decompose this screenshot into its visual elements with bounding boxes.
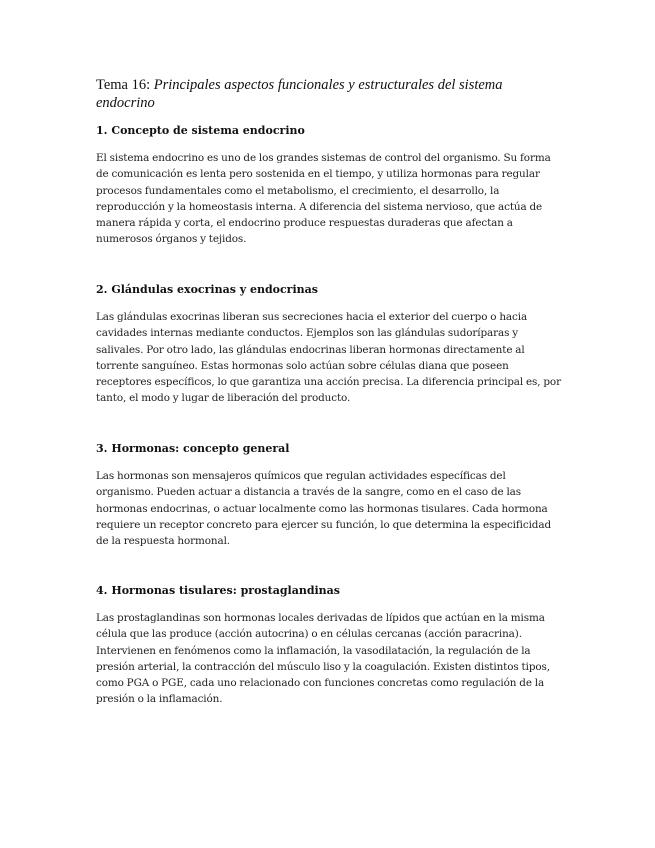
section-paragraph: Las glándulas exocrinas liberan sus secreciones hacia el exterior del cuerpo o hacia cavidades internas mediante conductos. Ejemplos son las glándulas sudoríparas y salivales. Por otro lado, las glándulas endocrinas liberan hormonas directamente al torrente sanguíneo. Estas hormonas solo actúan sobre células diana que poseen receptores específicos, lo que garantiza una acción precisa. La diferencia principal es, por tanto, el modo y lugar de liberación del producto. [96, 311, 561, 405]
title-prefix: Tema 16: [96, 77, 151, 93]
section-concepto-sistema-endocrino [96, 124, 562, 248]
document-content [96, 76, 562, 706]
section-hormonas-concepto [96, 442, 562, 549]
section-prostaglandinas [96, 584, 562, 708]
section-heading: 4. Hormonas tisulares: prostaglandinas [96, 584, 341, 597]
section-heading: 1. Concepto de sistema endocrino [96, 124, 305, 137]
section-paragraph: El sistema endocrino es uno de los grandes sistemas de control del organismo. Su forma de comunicación es lenta pero sostenida en el tiempo, y utiliza hormonas para regular procesos fundamentales como el metabolismo, el crecimiento, el desarrollo, la reproducción y la homeostasis interna. A diferencia del sistema nervioso, que actúa de manera rápida y corta, el endocrino produce respuestas duraderas que afectan a numerosos órganos y tejidos. [96, 152, 551, 246]
section-glandulas [96, 283, 562, 407]
section-heading: 3. Hormonas: concepto general [96, 442, 290, 455]
section-paragraph: Las hormonas son mensajeros químicos que regulan actividades específicas del organismo. Pueden actuar a distancia a través de la sangre, como en el caso de las hormonas endocrinas, o actuar localmente como las hormonas tisulares. Cada hormona requiere un receptor concreto para ejercer su función, lo que determina la especificidad de la respuesta hormonal. [96, 470, 551, 548]
section-paragraph: Las prostaglandinas son hormonas locales derivadas de lípidos que actúan en la misma célula que las produce (acción autocrina) o en células cercanas (acción paracrina). Intervienen en fenómenos como la inflamación, la vasodilatación, la regulación de la presión arterial, la contracción del músculo liso y la coagulación. Existen distintos tipos, como PGA o PGE, cada uno relacionado con funciones concretas como regulación de la presión o la inflamación. [96, 612, 550, 706]
section-heading: 2. Glándulas exocrinas y endocrinas [96, 283, 318, 296]
document-title [96, 76, 562, 112]
title-text: Principales aspectos funcionales y estructurales del sistema endocrino [96, 77, 503, 111]
